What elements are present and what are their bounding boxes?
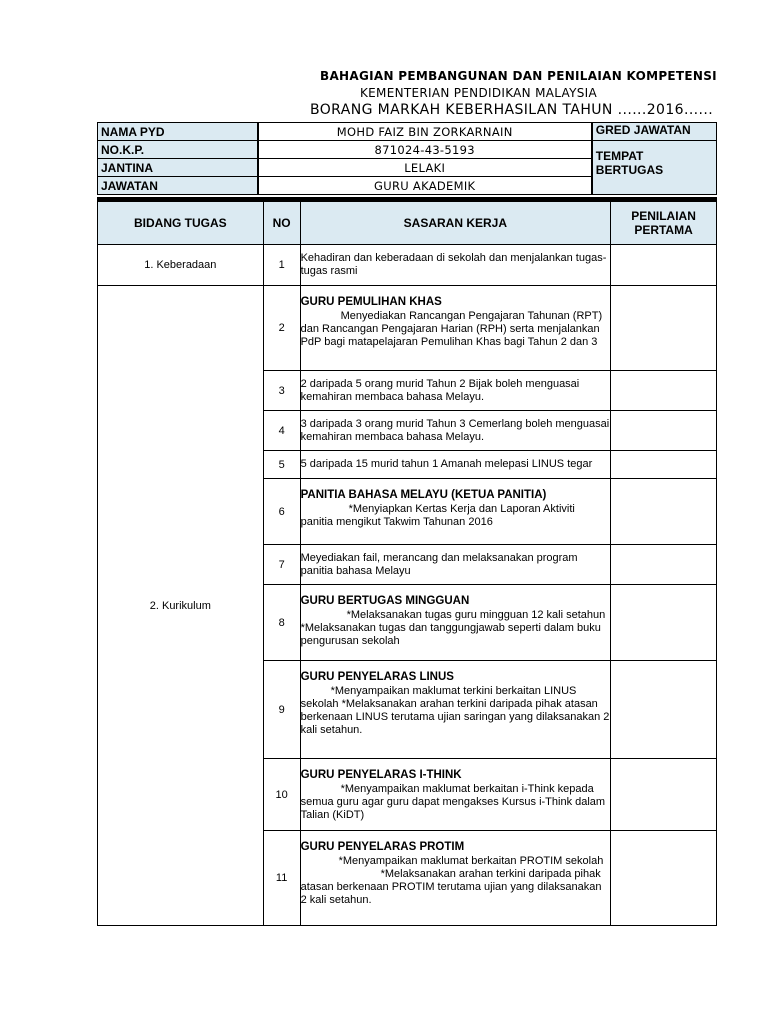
table-row (98, 286, 717, 371)
row-sasaran: 2 daripada 5 orang murid Tahun 2 Bijak boleh menguasai kemahiran membaca bahasa Melayu. (300, 371, 611, 411)
col-sasaran-header: SASARAN KERJA (300, 202, 611, 245)
row-no: 5 (263, 451, 300, 479)
row-text: Menyediakan Rancangan Pengajaran Tahunan (RPT) dan Rancangan Pengajaran Harian (RPH) serta menjalankan PdP bagi matapelajaran Pemulihan Khas bagi Tahun 2 dan 3 (300, 310, 603, 348)
row-sasaran (300, 831, 611, 926)
penilaian-cell[interactable] (611, 585, 717, 661)
targets-table (97, 201, 717, 926)
penilaian-cell[interactable] (611, 479, 717, 545)
penilaian-cell[interactable] (611, 661, 717, 759)
row-text-2: *Melaksanakan tugas dan tanggungjawab seperti dalam buku pengurusan sekolah (300, 622, 601, 647)
penilaian-cell[interactable] (611, 831, 717, 926)
gred-label: GRED JAWATAN (592, 123, 717, 141)
nokp-label: NO.K.P. (98, 141, 258, 159)
row-title: GURU PEMULIHAN KHAS (300, 296, 442, 308)
row-no: 8 (263, 585, 300, 661)
row-no: 6 (263, 479, 300, 545)
row-sasaran (300, 585, 611, 661)
row-no: 10 (263, 759, 300, 831)
row-no: 1 (263, 245, 300, 286)
row-text: *Menyampaikan maklumat terkini berkaitan LINUS sekolah (300, 685, 577, 710)
col-no-header: NO (263, 202, 300, 245)
bidang-kurikulum: 2. Kurikulum (98, 286, 264, 926)
row-no: 9 (263, 661, 300, 759)
header-department: BAHAGIAN PEMBANGUNAN DAN PENILAIAN KOMPETENSI (320, 69, 717, 83)
penilaian-cell[interactable] (611, 451, 717, 479)
row-sasaran (300, 286, 611, 371)
penilaian-cell[interactable] (611, 411, 717, 451)
row-text: *Melaksanakan tugas guru mingguan 12 kali setahun (346, 609, 606, 621)
jawatan-value: GURU AKADEMIK (258, 177, 592, 195)
row-text-2: *Melaksanakan arahan terkini daripada pihak atasan berkenaan LINUS terutama ujian saringan yang dilaksanakan 2 kali setahun. (300, 698, 610, 736)
tempat-label: TEMPAT BERTUGAS (592, 141, 717, 195)
info-table (97, 122, 717, 195)
row-title: GURU PENYELARAS I-THINK (300, 769, 462, 781)
row-title: GURU PENYELARAS LINUS (300, 671, 454, 683)
row-title: PANITIA BAHASA MELAYU (KETUA PANITIA) (300, 489, 547, 501)
penilaian-cell[interactable] (611, 371, 717, 411)
row-sasaran: 5 daripada 15 murid tahun 1 Amanah melepasi LINUS tegar (300, 451, 611, 479)
row-no: 3 (263, 371, 300, 411)
nokp-value: 871024-43-5193 (258, 141, 592, 159)
row-sasaran: 3 daripada 3 orang murid Tahun 3 Cemerlang boleh menguasai kemahiran membaca bahasa Melayu. (300, 411, 611, 451)
row-text: *Menyampaikan maklumat berkaitan i-Think kepada semua guru agar guru dapat mengakses Kursus i-Think dalam Talian (KiDT) (300, 783, 606, 821)
form-title: BORANG MARKAH KEBERHASILAN TAHUN ......2016...... (310, 102, 714, 118)
penilaian-cell[interactable] (611, 245, 717, 286)
row-no: 11 (263, 831, 300, 926)
col-penilaian-header: PENILAIAN PERTAMA (611, 202, 717, 245)
nama-value: MOHD FAIZ BIN ZORKARNAIN (258, 123, 592, 141)
col-bidang-header: BIDANG TUGAS (98, 202, 264, 245)
row-no: 2 (263, 286, 300, 371)
jantina-value: LELAKI (258, 159, 592, 177)
penilaian-cell[interactable] (611, 545, 717, 585)
row-no: 7 (263, 545, 300, 585)
jantina-label: JANTINA (98, 159, 258, 177)
row-no: 4 (263, 411, 300, 451)
bidang-keberadaan: 1. Keberadaan (98, 245, 264, 286)
table-row (98, 245, 717, 286)
row-title: GURU PENYELARAS PROTIM (300, 841, 465, 853)
row-title: GURU BERTUGAS MINGGUAN (300, 595, 470, 607)
row-sasaran (300, 661, 611, 759)
penilaian-cell[interactable] (611, 759, 717, 831)
row-sasaran (300, 759, 611, 831)
row-text: *Menyiapkan Kertas Kerja dan Laporan Aktiviti panitia mengikut Takwim Tahunan 2016 (300, 503, 575, 528)
header-ministry: KEMENTERIAN PENDIDIKAN MALAYSIA (360, 86, 597, 100)
nama-label: NAMA PYD (98, 123, 258, 141)
row-sasaran: Kehadiran dan keberadaan di sekolah dan menjalankan tugas-tugas rasmi (300, 245, 611, 286)
jawatan-label: JAWATAN (98, 177, 258, 195)
penilaian-cell[interactable] (611, 286, 717, 371)
row-text-2: *Melaksanakan arahan terkini daripada pihak atasan berkenaan PROTIM terutama ujian yang dilaksanakan 2 kali setahun. (300, 868, 602, 906)
row-sasaran (300, 479, 611, 545)
row-text: *Menyampaikan maklumat berkaitan PROTIM sekolah (338, 855, 604, 867)
row-sasaran: Meyediakan fail, merancang dan melaksanakan program panitia bahasa Melayu (300, 545, 611, 585)
